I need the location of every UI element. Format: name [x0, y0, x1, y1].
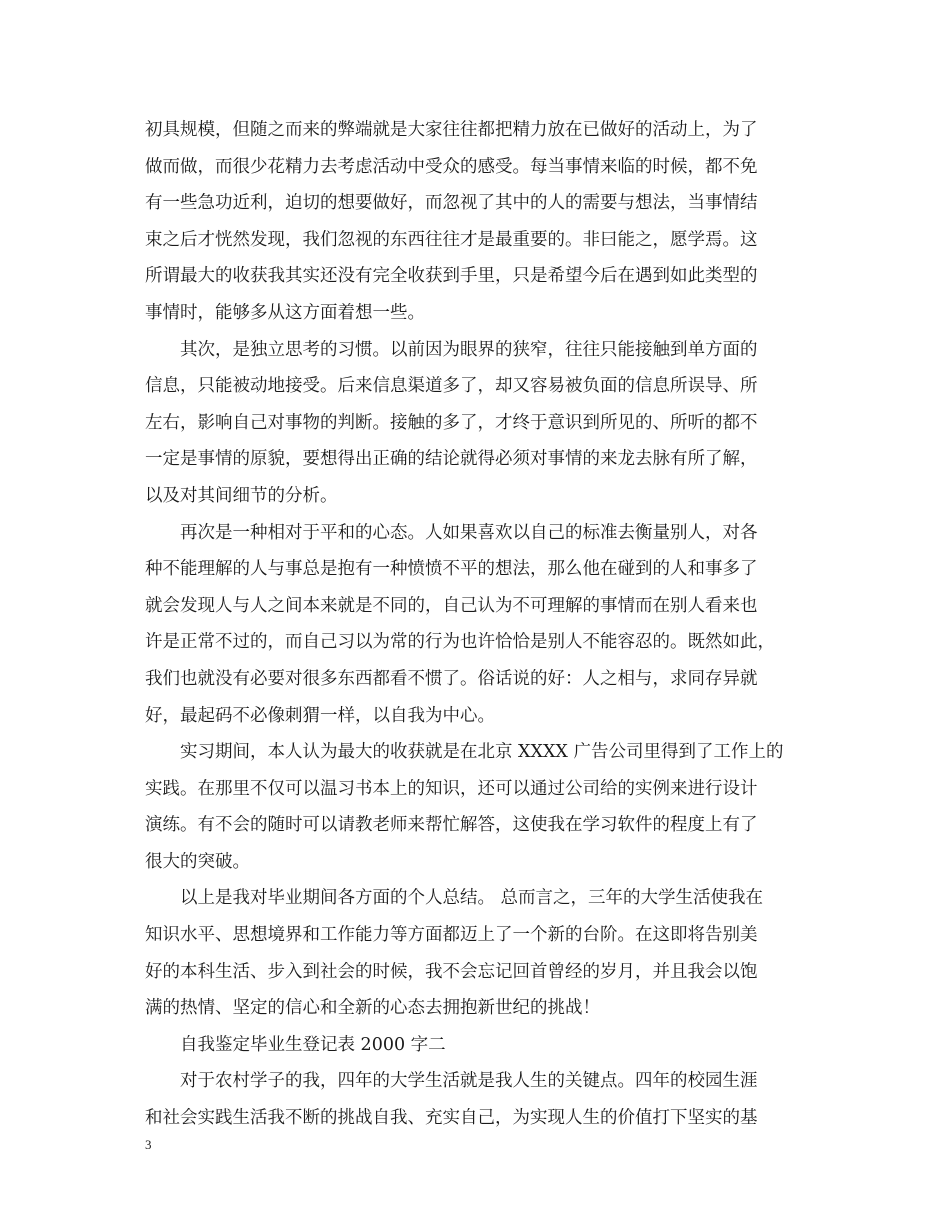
text-line: 好的本科生活、步入到社会的时候，我不会忘记回首曾经的岁月，并且我会以饱: [145, 961, 758, 982]
text-line: 很大的突破。: [145, 851, 250, 872]
document-body: [145, 116, 805, 1141]
paragraph-first-line: 对于农村学子的我，四年的大学生活就是我人生的关键点。四年的校园生涯: [180, 1071, 758, 1092]
text-line: 初具规模，但随之而来的弊端就是大家往往都把精力放在已做好的活动上，为了: [145, 120, 758, 140]
text-line: 我们也就没有必要对很多东西都看不惯了。俗话说的好：人之相与，求同存异就: [145, 668, 758, 689]
text-line: 有一些急功近利，迫切的想要做好，而忽视了其中的人的需要与想法，当事情结: [145, 193, 758, 214]
text-line: 做而做，而很少花精力去考虑活动中受众的感受。每当事情来临的时候，都不免: [145, 156, 758, 177]
text-line: 种不能理解的人与事总是抱有一种愤愤不平的想法，那么他在碰到的人和事多了: [145, 559, 758, 580]
text-line: 事情时，能够多从这方面着想一些。: [145, 302, 425, 323]
text-line: 演练。有不会的随时可以请教老师来帮忙解答，这使我在学习软件的程度上有了: [145, 815, 758, 836]
text-line: 一定是事情的原貌，要想得出正确的结论就得必须对事情的来龙去脉有所了解，: [145, 449, 758, 470]
text-line: 知识水平、思想境界和工作能力等方面都迈上了一个新的台阶。在这即将告别美: [145, 925, 758, 946]
text-line: 满的热情、坚定的信心和全新的心态去拥抱新世纪的挑战！: [145, 998, 600, 1019]
text-line: 信息，只能被动地接受。后来信息渠道多了，却又容易被负面的信息所误导、所: [145, 376, 758, 397]
section-heading: 自我鉴定毕业生登记表 2000 字二: [180, 1034, 446, 1055]
page-number: 3: [145, 1137, 152, 1152]
text-line: 以及对其间细节的分析。: [145, 485, 338, 506]
text-line: 左右，影响自己对事物的判断。接触的多了，才终于意识到所见的、所听的都不: [145, 412, 758, 433]
text-line: 许是正常不过的，而自己习以为常的行为也许恰恰是别人不能容忍的。既然如此，: [145, 632, 775, 653]
text-line: 就会发现人与人之间本来就是不同的，自己认为不可理解的事情而在别人看来也: [145, 595, 758, 616]
paragraph-first-line: 以上是我对毕业期间各方面的个人总结。 总而言之，三年的大学生活使我在: [180, 888, 764, 909]
text-line: 束之后才恍然发现，我们忽视的东西往往才是最重要的。非曰能之，愿学焉。这: [145, 229, 758, 250]
paragraph-first-line: 实习期间，本人认为最大的收获就是在北京 XXXX 广告公司里得到了工作上的: [180, 742, 784, 763]
paragraph-first-line: 再次是一种相对于平和的心态。人如果喜欢以自己的标准去衡量别人，对各: [180, 522, 758, 543]
text-line: 实践。在那里不仅可以温习书本上的知识，还可以通过公司给的实例来进行设计: [145, 778, 758, 799]
text-line: 所谓最大的收获我其实还没有完全收获到手里，只是希望今后在遇到如此类型的: [145, 266, 758, 287]
text-line: 和社会实践生活我不断的挑战自我、充实自己，为实现人生的价值打下坚实的基: [145, 1108, 758, 1129]
text-line: 好，最起码不必像刺猬一样，以自我为中心。: [145, 705, 495, 726]
paragraph-first-line: 其次，是独立思考的习惯。以前因为眼界的狭窄，往往只能接触到单方面的: [180, 339, 758, 360]
